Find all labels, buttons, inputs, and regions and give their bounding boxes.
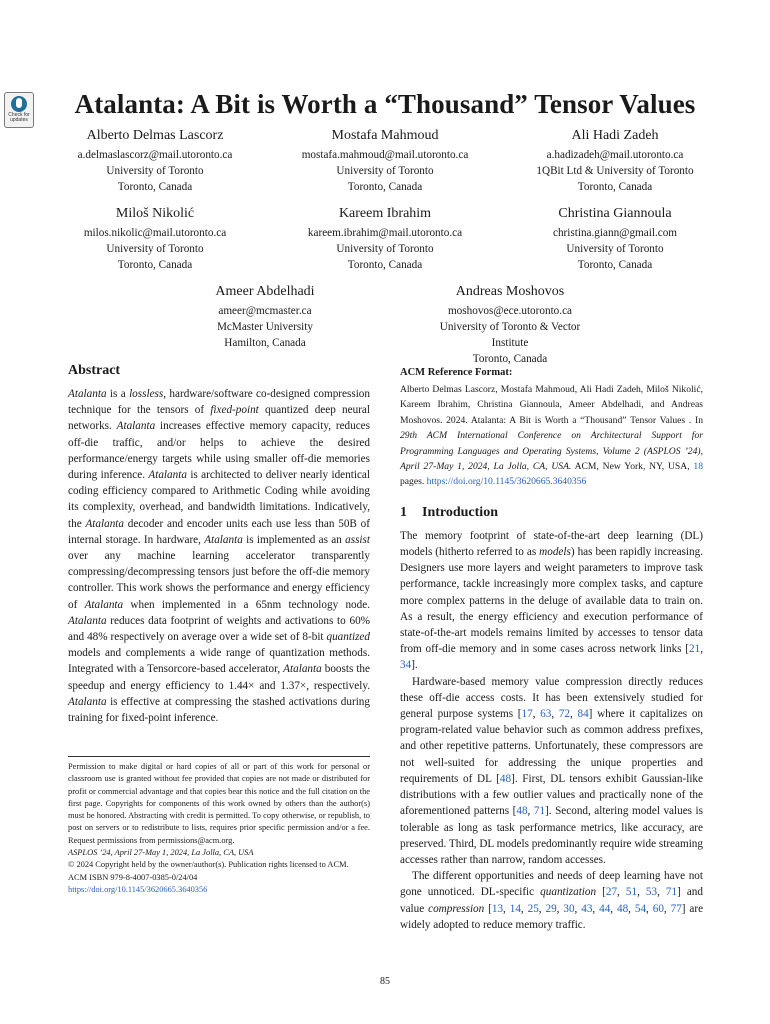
citation-link[interactable]: 13 xyxy=(491,902,504,915)
author-email: a.delmaslascorz@mail.utoronto.ca xyxy=(77,149,233,161)
author-card xyxy=(40,204,270,273)
author-location: Toronto, Canada xyxy=(347,259,423,271)
citation-link[interactable]: 54 xyxy=(634,902,647,915)
author-name: Christina Giannoula xyxy=(558,206,672,221)
author-email: christina.giann@gmail.com xyxy=(552,227,677,239)
author-email: a.hadizadeh@mail.utoronto.ca xyxy=(546,149,684,161)
page-number: 85 xyxy=(380,976,390,987)
conference-venue: ASPLOS ’24, April 27-May 1, 2024, La Jolla, CA, USA xyxy=(68,848,254,858)
right-column xyxy=(400,362,703,933)
citation-link[interactable]: 53 xyxy=(645,886,658,899)
author-affiliation: University of Toronto & Vector Institute xyxy=(439,321,581,349)
author-card xyxy=(425,282,595,367)
author-email: milos.nikolic@mail.utoronto.ca xyxy=(83,227,227,239)
permission-notice: Permission to make digital or hard copies of all or part of this work for personal or classroom use is granted without fee provided that copies are not made or distributed for profit or commercial advantage and that copies bear this notice and the full citation on the first page. Copyrights for components of this work owned by others than the author(s) must be honored. Abstracting with credit is permitted. To copy otherwise, or republish, to post on servers or to redistribute to lists, requires prior specific permission and/or a fee. Request permissions from permissions@acm.org. xyxy=(68,762,370,845)
left-column xyxy=(68,362,370,726)
isbn-line: ACM ISBN 979-8-4007-0385-0/24/04 xyxy=(68,872,198,882)
citation-link[interactable]: 72 xyxy=(558,708,571,721)
citation-link[interactable]: 25 xyxy=(527,902,539,915)
citation-link[interactable]: 29 xyxy=(545,902,557,915)
doi-link[interactable]: https://doi.org/10.1145/3620665.3640356 xyxy=(68,884,208,894)
author-email: mostafa.mahmoud@mail.utoronto.ca xyxy=(301,149,469,161)
reference-format-text: Alberto Delmas Lascorz, Mostafa Mahmoud, Ali Hadi Zadeh, Miloš Nikolić, Kareem Ibrahim, Christina Giannoula, Ameer Abdelhadi, and Andreas Moshovos. 2024. Atalanta: A Bit is Worth a “Thousand” Tensor Values . In 29th ACM International Conference on Architectural Support for Programming Languages and Operating Systems, Volume 2 (ASPLOS ’24), April 27-May 1, 2024, La Jolla, CA, USA. ACM, New York, NY, USA, 18 pages. https://doi.org/10.1145/3620665.3640356 xyxy=(400,384,703,488)
author-location: Toronto, Canada xyxy=(577,259,653,271)
author-email: ameer@mcmaster.ca xyxy=(218,305,312,317)
copyright-line: © 2024 Copyright held by the owner/author(s). Publication rights licensed to ACM. xyxy=(68,860,349,870)
citation-link[interactable]: 60 xyxy=(652,902,664,915)
abstract-text: Atalanta is a lossless, hardware/software co-designed compression technique for the tensors of fixed-point quantized deep neural networks. Atalanta increases effective memory capacity, reduces off-die traffic, and/or helps to achieve the desired performance/energy targets while using smaller off-die memories during inference. Atalanta is architected to deliver nearly identical coding efficiency compared to Arithmetic Coding while avoiding its complexity, overhead, and bandwidth limitations. Indicatively, the Atalanta decoder and encoder units each use less than 50B of internal storage. In hardware, Atalanta is implemented as an assist over any machine learning accelerator transparently compressing/decompressing tensors just before the off-die memory controller. This work shows the performance and energy efficiency of Atalanta when implemented in a 65nm technology node. Atalanta reduces data footprint of weights and activations to 60% and 48% respectively on average over a wide set of 8-bit quantized models and complements a wide range of quantization methods. Integrated with a Tensorcore-based accelerator, Atalanta boosts the speedup and energy efficiency to 1.44× and 1.37×, respectively. Atalanta is effective at compressing the stashed activations during training for fixed-point inference. xyxy=(68,388,371,725)
citation-link[interactable]: 48 xyxy=(499,772,512,785)
author-email: kareem.ibrahim@mail.utoronto.ca xyxy=(307,227,463,239)
author-block xyxy=(40,126,730,376)
abstract-heading: Abstract xyxy=(68,363,121,378)
author-name: Ali Hadi Zadeh xyxy=(571,128,659,143)
citation-link[interactable]: 84 xyxy=(577,708,589,721)
author-name: Miloš Nikolić xyxy=(115,206,195,221)
permissions-footnote xyxy=(68,756,370,896)
citation-link[interactable]: 30 xyxy=(563,902,575,915)
author-affiliation: University of Toronto xyxy=(106,243,204,255)
section-heading-introduction: 1 Introduction xyxy=(400,504,498,520)
author-affiliation: University of Toronto xyxy=(336,165,434,177)
author-location: Toronto, Canada xyxy=(117,259,193,271)
citation-link[interactable]: 14 xyxy=(509,902,521,915)
intro-paragraph: Hardware-based memory value compression directly reduces these off-die access costs. It has been extensively studied for general purpose systems [17, 63, 72, 84] where it capitalizes on program-related value behavior such as common address prefixes, and other repetitive patterns. Unfortunately, these compressors are not well-suited for addressing the unique properties and requirements of DL [48]. First, DL tensors exhibit Gaussian-like distributions with a few outlier values and practically none of the aforementioned patterns [48, 71]. Second, altering model values is tolerable as long as task performance metrics, like accuracy, are preserved. Third, DL models predominantly require wide streaming accesses rather than narrow, random accesses. xyxy=(400,675,704,866)
citation-link[interactable]: 48 xyxy=(616,902,629,915)
author-card xyxy=(500,204,730,273)
intro-paragraph: The different opportunities and needs of deep learning have not gone unnoticed. DL-specific quantization [27, 51, 53, 71] and value compression [13, 14, 25, 29, 30, 43, 44, 48, 54, 60, 77] are widely adopted to reduce memory traffic. xyxy=(400,870,704,931)
reference-format-heading: ACM Reference Format: xyxy=(400,367,513,378)
author-name: Kareem Ibrahim xyxy=(338,206,432,221)
citation-link[interactable]: 71 xyxy=(533,805,546,818)
citation-link[interactable]: 17 xyxy=(521,708,533,721)
citation-link[interactable]: 63 xyxy=(540,708,552,721)
citation-link[interactable]: 77 xyxy=(670,902,682,915)
author-affiliation: McMaster University xyxy=(216,321,313,333)
author-location: Toronto, Canada xyxy=(117,181,193,193)
author-name: Andreas Moshovos xyxy=(455,284,565,299)
author-card xyxy=(270,204,500,273)
paper-title: Atalanta: A Bit is Worth a “Thousand” Tensor Values xyxy=(74,89,696,119)
bookmark-icon xyxy=(11,96,27,112)
author-affiliation: 1QBit Ltd & University of Toronto xyxy=(536,165,694,177)
citation-link[interactable]: 27 xyxy=(605,886,618,899)
citation-link[interactable]: 71 xyxy=(665,886,678,899)
author-card xyxy=(40,126,270,195)
author-affiliation: University of Toronto xyxy=(336,243,434,255)
intro-paragraph: The memory footprint of state-of-the-art deep learning (DL) models (hitherto referred to as models) has been rapidly increasing. Designers use more layers and weight parameters to improve task performance, tackle increasingly more complex tasks, and capture more complex patterns in the deluge of available data to train on. As a result, the energy efficiency and execution performance of state-of-the-art models remains limited by accesses to tensor data from off-die memory and in some cases across network links [21, 34]. xyxy=(400,529,703,672)
citation-link[interactable]: 34 xyxy=(400,659,412,672)
author-card xyxy=(500,126,730,195)
author-affiliation: University of Toronto xyxy=(106,165,204,177)
author-name: Mostafa Mahmoud xyxy=(331,128,439,143)
author-row xyxy=(40,204,730,273)
author-name: Alberto Delmas Lascorz xyxy=(86,128,224,143)
badge-label: Check for updates xyxy=(8,112,30,123)
citation-link[interactable]: 51 xyxy=(625,886,638,899)
check-for-updates-badge[interactable] xyxy=(4,92,34,128)
citation-link[interactable]: 21 xyxy=(689,643,701,656)
reference-doi-link[interactable]: https://doi.org/10.1145/3620665.3640356 xyxy=(426,476,587,488)
citation-link[interactable]: 48 xyxy=(516,805,528,818)
author-card xyxy=(175,282,355,367)
author-location: Toronto, Canada xyxy=(577,181,653,193)
page-count-link[interactable]: 18 xyxy=(693,461,703,473)
citation-link[interactable]: 44 xyxy=(599,902,611,915)
author-location: Toronto, Canada xyxy=(472,353,548,365)
author-name: Ameer Abdelhadi xyxy=(215,284,315,299)
author-card xyxy=(270,126,500,195)
author-location: Hamilton, Canada xyxy=(224,337,306,349)
citation-link[interactable]: 43 xyxy=(581,902,593,915)
author-affiliation: University of Toronto xyxy=(566,243,664,255)
author-location: Toronto, Canada xyxy=(347,181,423,193)
author-row xyxy=(40,282,730,367)
author-email: moshovos@ece.utoronto.ca xyxy=(447,305,572,317)
author-row xyxy=(40,126,730,195)
